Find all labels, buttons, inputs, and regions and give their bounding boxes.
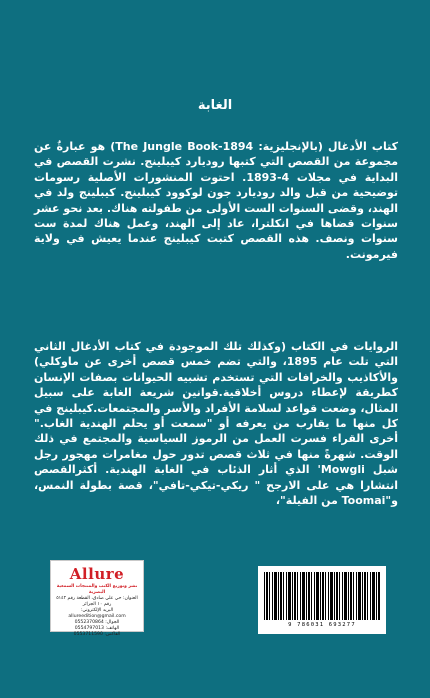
publisher-email: البريد الإلكتروني: allureedition@gmail.com — [68, 608, 126, 619]
publisher-mobile: الجوال: 0552370864 — [74, 620, 120, 625]
isbn-barcode — [258, 566, 386, 634]
isbn-digits: 9 786031 693277 — [288, 622, 356, 628]
publisher-address: العنوان: حي علي صادق، القطعة رقم ٥١٤٢ رقم ١٠ الجزائر — [56, 596, 138, 607]
publisher-phone: الهاتف: 0554797013 — [74, 626, 120, 631]
barcode-bars — [264, 572, 380, 620]
publisher-fax: الفاكس: 0553711590 — [73, 632, 121, 637]
description-paragraph-1: كتاب الأدغال (بالإنجليزية: The Jungle Book-1894) هو عبارةٌ عن مجموعة من القصص التي كتبها روديارد كيبلينج. نشرت القصص في البداية في مجلات 4-1893. احتوت المنشورات الأصلية رسومات توضيحية من قبل والد روديارد جون لوكوود كيبلينج. كيبلينج ولد في الهند، وقضى السنوات الست الأولى من طفولته هناك. بعد نحو عشر سنوات قضاها في انكلترا، عاد إلى الهند، وعمل هناك لمدة ست سنوات ونصف. هذه القصص كتبت كيبلينج عندما يعيش في ولاية فيرمونت. — [34, 140, 399, 261]
publisher-name: Allure — [69, 565, 125, 583]
description-paragraph-2: الروايات في الكتاب (وكذلك تلك الموجودة في كتاب الأدغال الثاني التي تلت عام 1895، والتي تضم خمس قصص أخرى عن ماوكلي) والأكاذيب والخرافات التي تستخدم تشبيه الحيوانات بصفات الإنسان كطريقة لإعطاء دروس أخلاقية.قوانين شريعة الغابة على سبيل المثال، وضعت قواعد لسلامة الأفراد والأسر والمجتمعات.كيبلينج في كل منها ما يقارب من يعرفه أو "سمعت أو يحلم الهندية الغاب." أخرى القراء فسرت العمل من الرموز السياسية والمجتمع في ذلك الوقت. شهرةً منها في ثلاث قصص تدور حول مغامرات مهجور رجل شبل Mowgli' الذي أثار الذئاب في الغابة الهندية. أكثرالقصص انتشارا هي على الارجح " ريكي-تيكي-تافي"، قصة بطولة النمس، و"Toomai من الفيلة"، — [34, 340, 398, 508]
publisher-tagline: نشر وتوزيع الكتب والمنتجات السمعية البصرية — [56, 584, 138, 595]
book-title: الغابة — [197, 98, 233, 113]
publisher-logo — [50, 560, 144, 637]
